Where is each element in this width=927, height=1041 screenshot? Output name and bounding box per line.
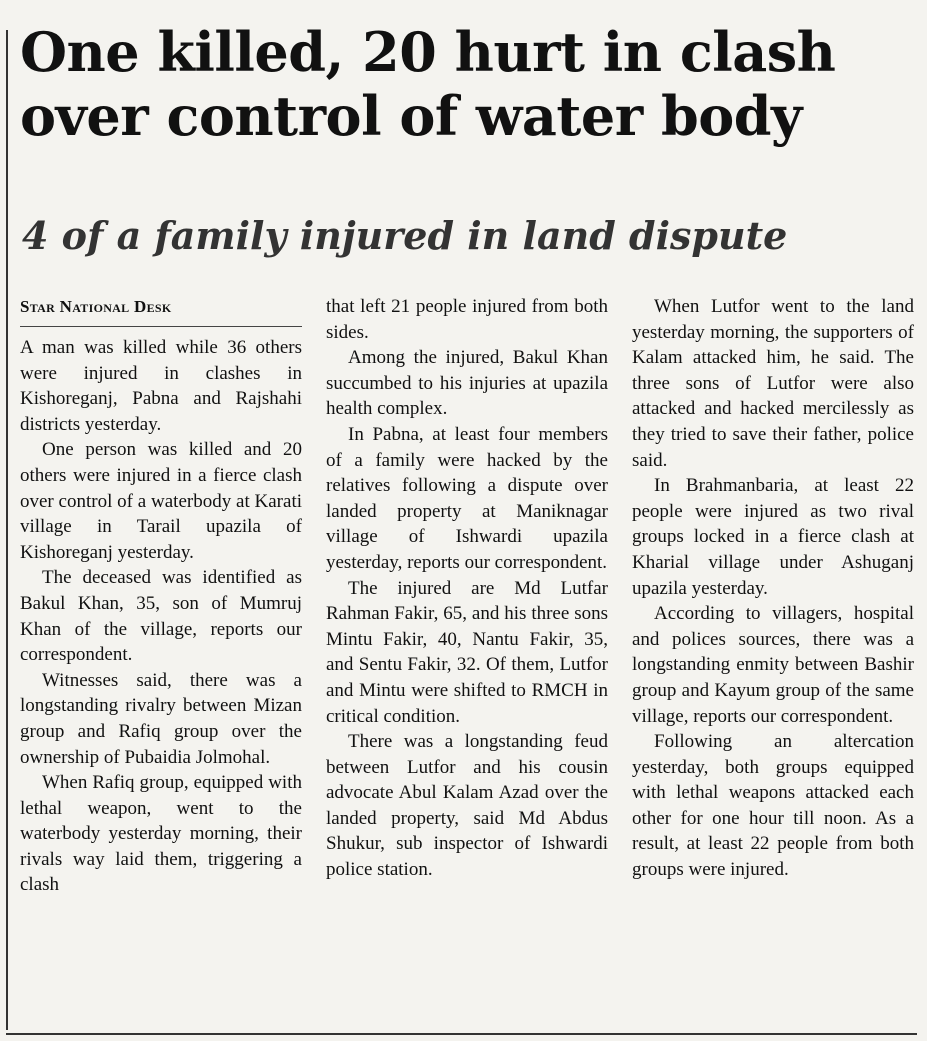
article-column-1 (20, 294, 302, 898)
byline: Star National Desk (20, 294, 302, 327)
paragraph: A man was killed while 36 others were injured in clashes in Kishoreganj, Pabna and Rajshahi districts yesterday. (20, 337, 302, 435)
paragraph: Witnesses said, there was a longstanding rivalry between Mizan group and Rafiq group over the ownership of Pubaidia Jolmohal. (20, 669, 302, 768)
paragraph: One person was killed and 20 others were injured in a fierce clash over control of a waterbody at Karati village in Tarail upazila of Kishoreganj yesterday. (20, 439, 302, 563)
paragraph: Among the injured, Bakul Khan succumbed to his injuries at upazila health complex. (326, 347, 608, 420)
headline (20, 20, 920, 148)
paragraph: In Pabna, at least four members of a family were hacked by the relatives following a dispute over landed property at Maniknagar village of Ishwardi upazila yesterday, reports our correspondent. (326, 423, 608, 573)
paragraph: In Brahmanbaria, at least 22 people were injured as two rival groups locked in a fierce clash at Kharial village under Ashuganj upazila yesterday. (632, 475, 914, 599)
paragraph: The deceased was identified as Bakul Khan, 35, son of Mumruj Khan of the village, reports our correspondent. (20, 567, 302, 666)
paragraph: When Rafiq group, equipped with lethal weapon, went to the waterbody yesterday morning, their rivals way laid them, triggering a clash (20, 772, 302, 896)
paragraph: Following an altercation yesterday, both groups equipped with lethal weapons attacked each other for one hour till noon. As a result, at least 22 people from both groups were injured. (632, 731, 914, 881)
paragraph: There was a longstanding feud between Lutfor and his cousin advocate Abul Kalam Azad over the landed property, said Md Abdus Shukur, sub inspector of Ishwardi police station. (326, 731, 608, 881)
bottom-rule (6, 1033, 917, 1035)
subheadline: 4 of a family injured in land dispute (22, 213, 788, 258)
paragraph: When Lutfor went to the land yesterday morning, the supporters of Kalam attacked him, he said. The three sons of Lutfor were also attacked and hacked mercilessly as they tried to save their father, police said. (632, 296, 914, 471)
paragraph: that left 21 people injured from both sides. (326, 296, 608, 343)
paragraph: The injured are Md Lutfar Rahman Fakir, 65, and his three sons Mintu Fakir, 40, Nantu Fakir, 35, and Sentu Fakir, 32. Of them, Lutfor and Mintu were shifted to RMCH in critical condition. (326, 577, 608, 727)
headline-line-1: One killed, 20 hurt in clash (20, 20, 836, 84)
article-column-3 (632, 294, 914, 883)
paragraph: According to villagers, hospital and polices sources, there was a longstanding enmity between Bashir group and Kayum group of the same village, reports our correspondent. (632, 603, 914, 727)
left-column-rule (6, 30, 8, 1030)
article-column-2 (326, 294, 608, 883)
headline-line-2: over control of water body (20, 84, 802, 148)
